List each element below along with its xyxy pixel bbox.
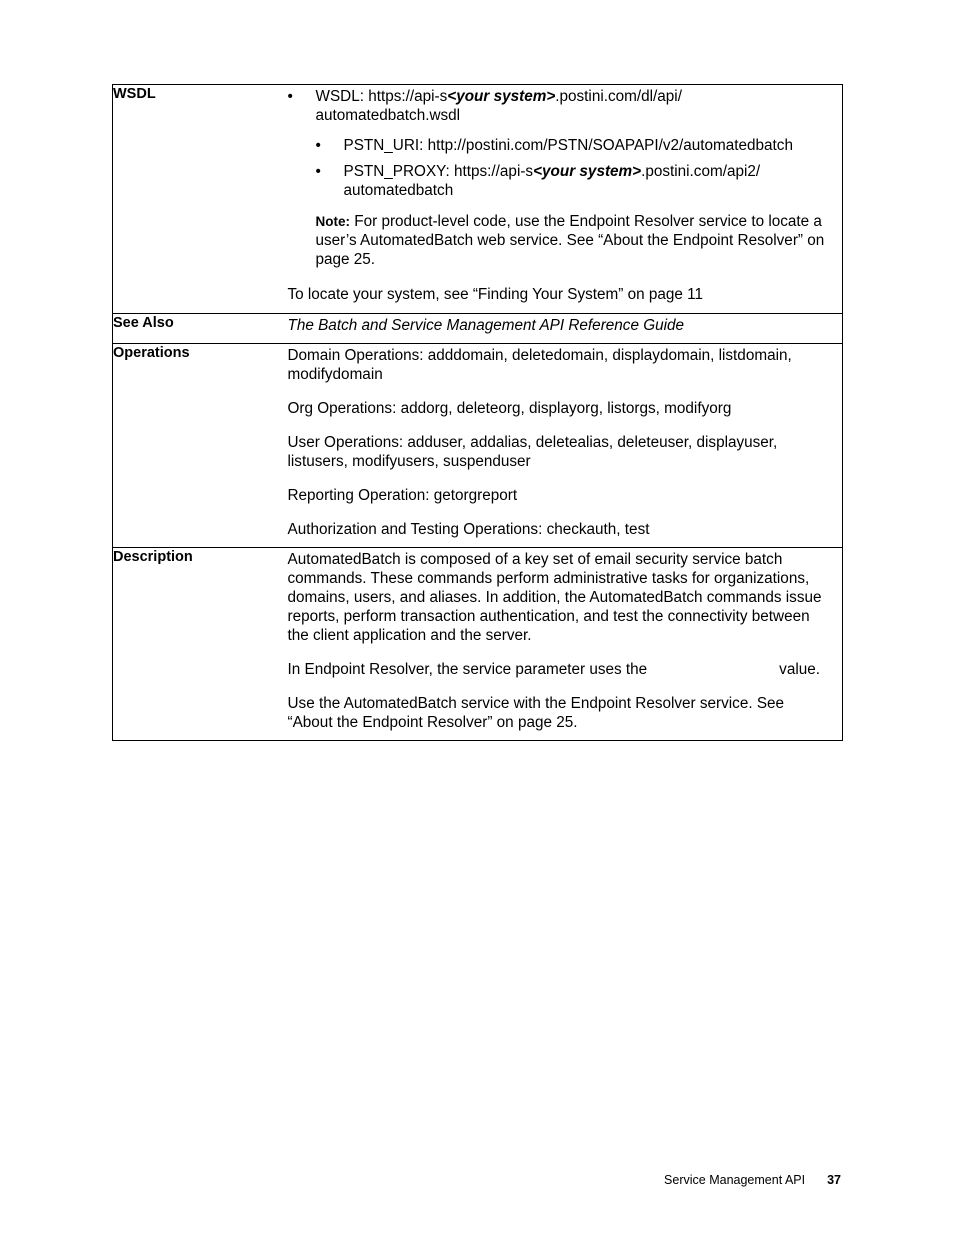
wsdl-url-suffix: .postini.com/dl/api/ bbox=[555, 88, 682, 105]
page-footer bbox=[664, 1173, 841, 1187]
wsdl-cell bbox=[288, 85, 843, 314]
pstn-uri-bullet bbox=[288, 136, 833, 155]
note-text: For product-level code, use the Endpoint Resolver service to locate a user’s AutomatedBatch web service. See “About the Endpoint Resolver” on page 25. bbox=[315, 213, 825, 268]
bullet-dot: • bbox=[315, 137, 321, 154]
pstn-proxy-line2: automatedbatch bbox=[343, 182, 454, 199]
row-label-see-also: See Also bbox=[113, 314, 288, 344]
your-system-placeholder: <your system> bbox=[533, 163, 642, 180]
domain-operations: Domain Operations: adddomain, deletedomain, displaydomain, listdomain, modifydomain bbox=[287, 347, 792, 383]
description-paragraph-2 bbox=[288, 660, 833, 679]
bullet-dot: • bbox=[287, 88, 293, 105]
see-also-reference: The Batch and Service Management API Reference Guide bbox=[287, 317, 685, 334]
note-block bbox=[288, 212, 833, 269]
operations-cell bbox=[288, 344, 843, 548]
org-operations: Org Operations: addorg, deleteorg, displayorg, listorgs, modifyorg bbox=[287, 400, 732, 417]
wsdl-url-prefix: WSDL: https://api-s bbox=[315, 88, 448, 105]
see-also-cell bbox=[288, 314, 843, 344]
your-system-placeholder: <your system> bbox=[447, 88, 556, 105]
locate-system-text: To locate your system, see “Finding Your System” on page 11 bbox=[287, 286, 704, 303]
reporting-operation: Reporting Operation: getorgreport bbox=[287, 487, 518, 504]
endpoint-resolver-prefix: In Endpoint Resolver, the service parameter uses the bbox=[287, 661, 648, 678]
reference-table bbox=[112, 84, 843, 741]
wsdl-url-bullet bbox=[288, 87, 833, 125]
pstn-proxy-prefix: PSTN_PROXY: https://api-s bbox=[343, 163, 534, 180]
row-wsdl bbox=[113, 85, 843, 314]
description-paragraph-3: Use the AutomatedBatch service with the Endpoint Resolver service. See “About the Endpoint Resolver” on page 25. bbox=[287, 695, 785, 731]
description-paragraph-1: AutomatedBatch is composed of a key set of email security service batch commands. These commands perform administrative tasks for organizations, domains, users, and aliases. In addition, the AutomatedBatch commands issue reports, perform transaction authentication, and test the connectivity between the client application and the server. bbox=[287, 551, 822, 644]
description-cell bbox=[288, 548, 843, 741]
endpoint-resolver-suffix: value. bbox=[779, 661, 820, 678]
row-see-also bbox=[113, 314, 843, 344]
footer-title: Service Management API bbox=[664, 1173, 806, 1187]
row-label-description: Description bbox=[113, 548, 288, 741]
auth-testing-operations: Authorization and Testing Operations: checkauth, test bbox=[287, 521, 650, 538]
row-label-wsdl: WSDL bbox=[113, 85, 288, 314]
row-description bbox=[113, 548, 843, 741]
user-operations: User Operations: adduser, addalias, deletealias, deleteuser, displayuser, listusers, modifyusers, suspenduser bbox=[287, 434, 778, 470]
page-number: 37 bbox=[827, 1173, 841, 1187]
note-label: Note: bbox=[315, 214, 350, 229]
row-label-operations: Operations bbox=[113, 344, 288, 548]
pstn-uri-text: PSTN_URI: http://postini.com/PSTN/SOAPAPI/v2/automatedbatch bbox=[343, 137, 793, 154]
pstn-proxy-bullet bbox=[288, 162, 833, 200]
row-operations bbox=[113, 344, 843, 548]
wsdl-url-line2: automatedbatch.wsdl bbox=[315, 107, 461, 124]
pstn-proxy-suffix: .postini.com/api2/ bbox=[641, 163, 761, 180]
bullet-dot: • bbox=[315, 163, 321, 180]
